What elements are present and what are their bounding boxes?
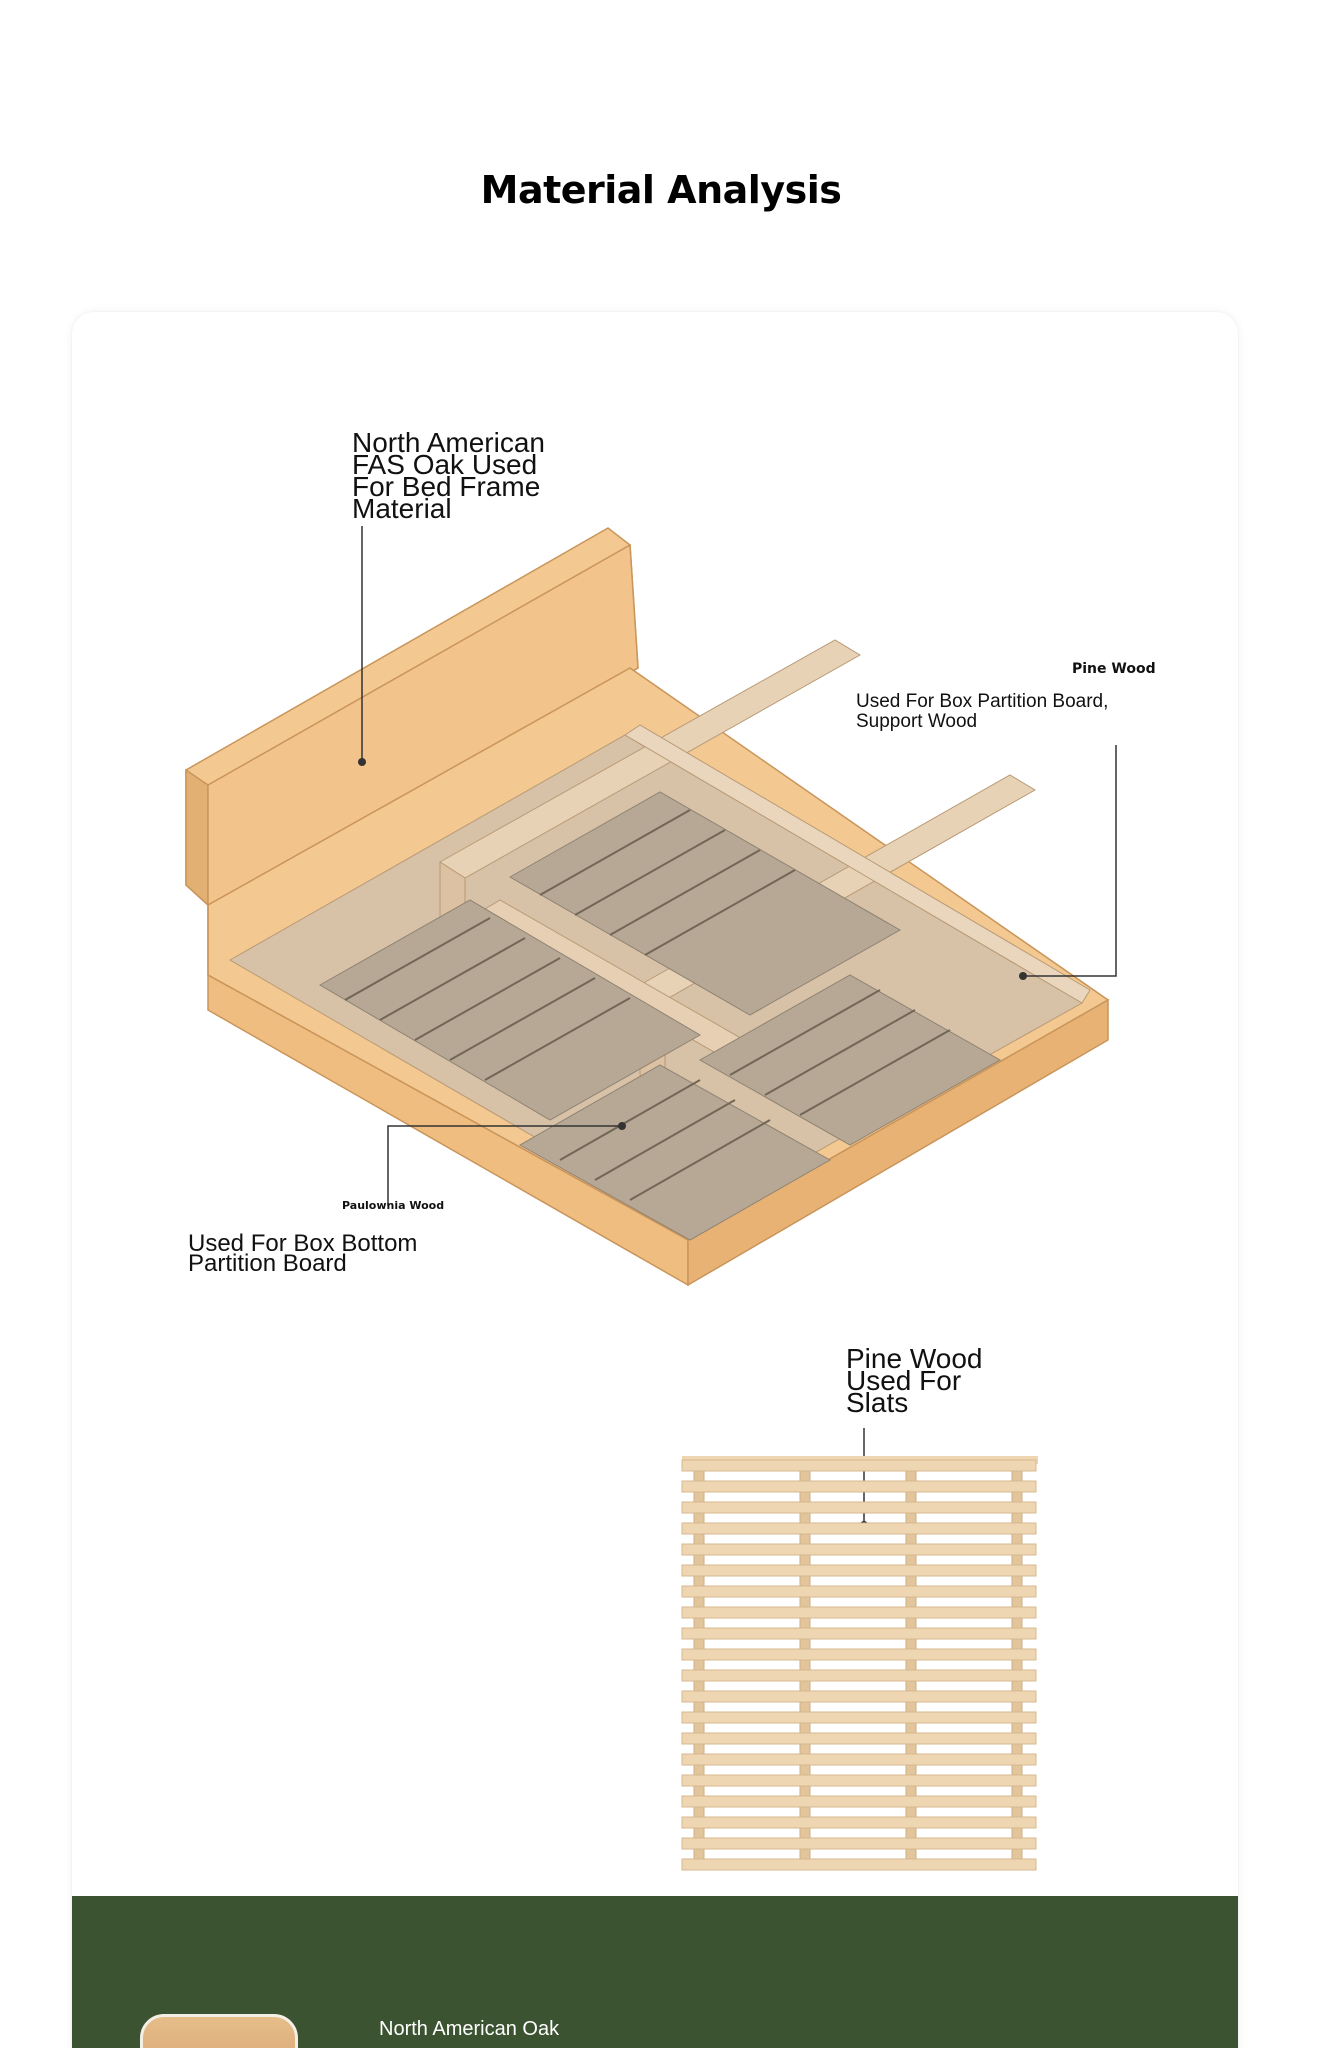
slats-label: Pine Wood Used For Slats <box>846 1343 983 1418</box>
material-name: North American Oak <box>379 2018 560 2040</box>
slats <box>682 1460 1036 1870</box>
slat-panel <box>682 1456 1038 1870</box>
frame-material-label: North American FAS Oak Used For Bed Frame Material <box>352 427 545 524</box>
paulownia-wood-desc: Used For Box Bottom Partition Board <box>188 1230 418 1277</box>
oak-swatch <box>140 2014 298 2048</box>
page-title: Material Analysis <box>480 168 842 212</box>
pine-wood-title: Pine Wood <box>1072 661 1156 677</box>
pine-wood-desc: Used For Box Partition Board, Support Wood <box>856 691 1109 732</box>
paulownia-wood-title: Paulownia Wood <box>342 1199 445 1212</box>
